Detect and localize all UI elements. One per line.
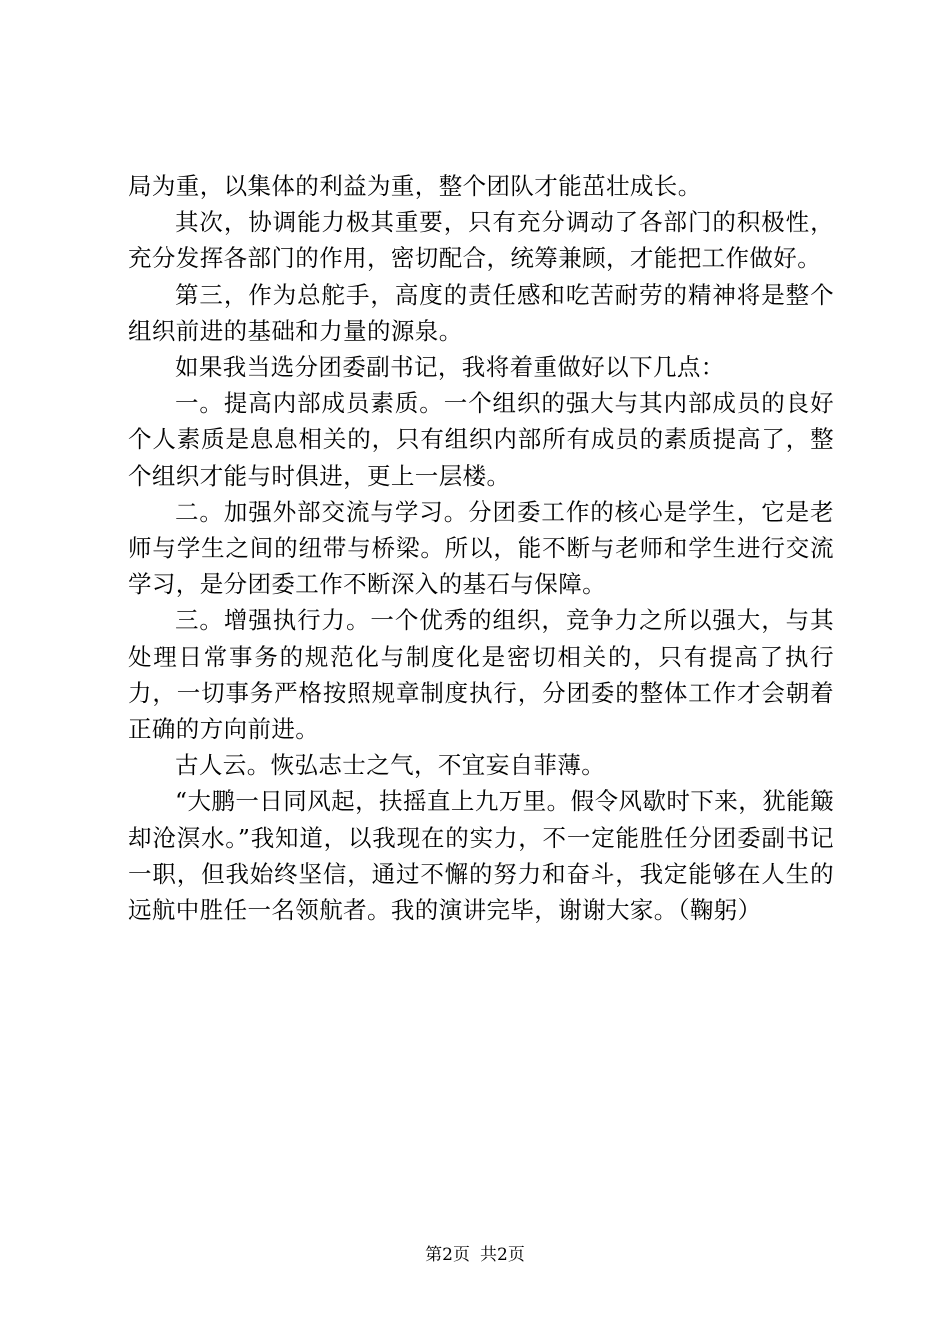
page-footer xyxy=(0,1244,950,1266)
paragraph-3: 第三，作为总舵手，高度的责任感和吃苦耐劳的精神将是整个组织前进的基础和力量的源泉。 xyxy=(128,280,834,345)
paragraph-5: 一。提高内部成员素质。一个组织的强大与其内部成员的良好个人素质是息息相关的，只有组织内部所有成员的素质提高了，整个组织才能与时俱进，更上一层楼。 xyxy=(128,389,834,490)
paragraph-6: 二。加强外部交流与学习。分团委工作的核心是学生，它是老师与学生之间的纽带与桥梁。所以，能不断与老师和学生进行交流学习，是分团委工作不断深入的基石与保障。 xyxy=(128,497,834,599)
paragraph-4: 如果我当选分团委副书记，我将着重做好以下几点： xyxy=(175,353,725,382)
paragraph-2: 其次，协调能力极其重要，只有充分调动了各部门的积极性，充分发挥各部门的作用，密切配合，统筹兼顾，才能把工作做好。 xyxy=(128,208,834,273)
paragraph-9: “大鹏一日同风起，扶摇直上九万里。假令风歇时下来，犹能簸却沧溟水。”我知道，以我现在的实力，不一定能胜任分团委副书记一职，但我始终坚信，通过不懈的努力和奋斗，我定能够在人生的远航中胜任一名领航者。我的演讲完毕，谢谢大家。（鞠躬） xyxy=(128,787,834,925)
document-body xyxy=(128,168,834,928)
paragraph-8: 古人云。恢弘志士之气，不宜妄自菲薄。 xyxy=(175,751,606,780)
page-number: 第2页 xyxy=(425,1245,470,1265)
paragraph-7: 三。增强执行力。一个优秀的组织，竞争力之所以强大，与其处理日常事务的规范化与制度化是密切相关的，只有提高了执行力，一切事务严格按照规章制度执行，分团委的整体工作才会朝着正确的方向前进。 xyxy=(128,606,834,744)
paragraph-1: 局为重，以集体的利益为重，整个团队才能茁壮成长。 xyxy=(128,172,702,200)
page-total: 共2页 xyxy=(480,1245,525,1265)
